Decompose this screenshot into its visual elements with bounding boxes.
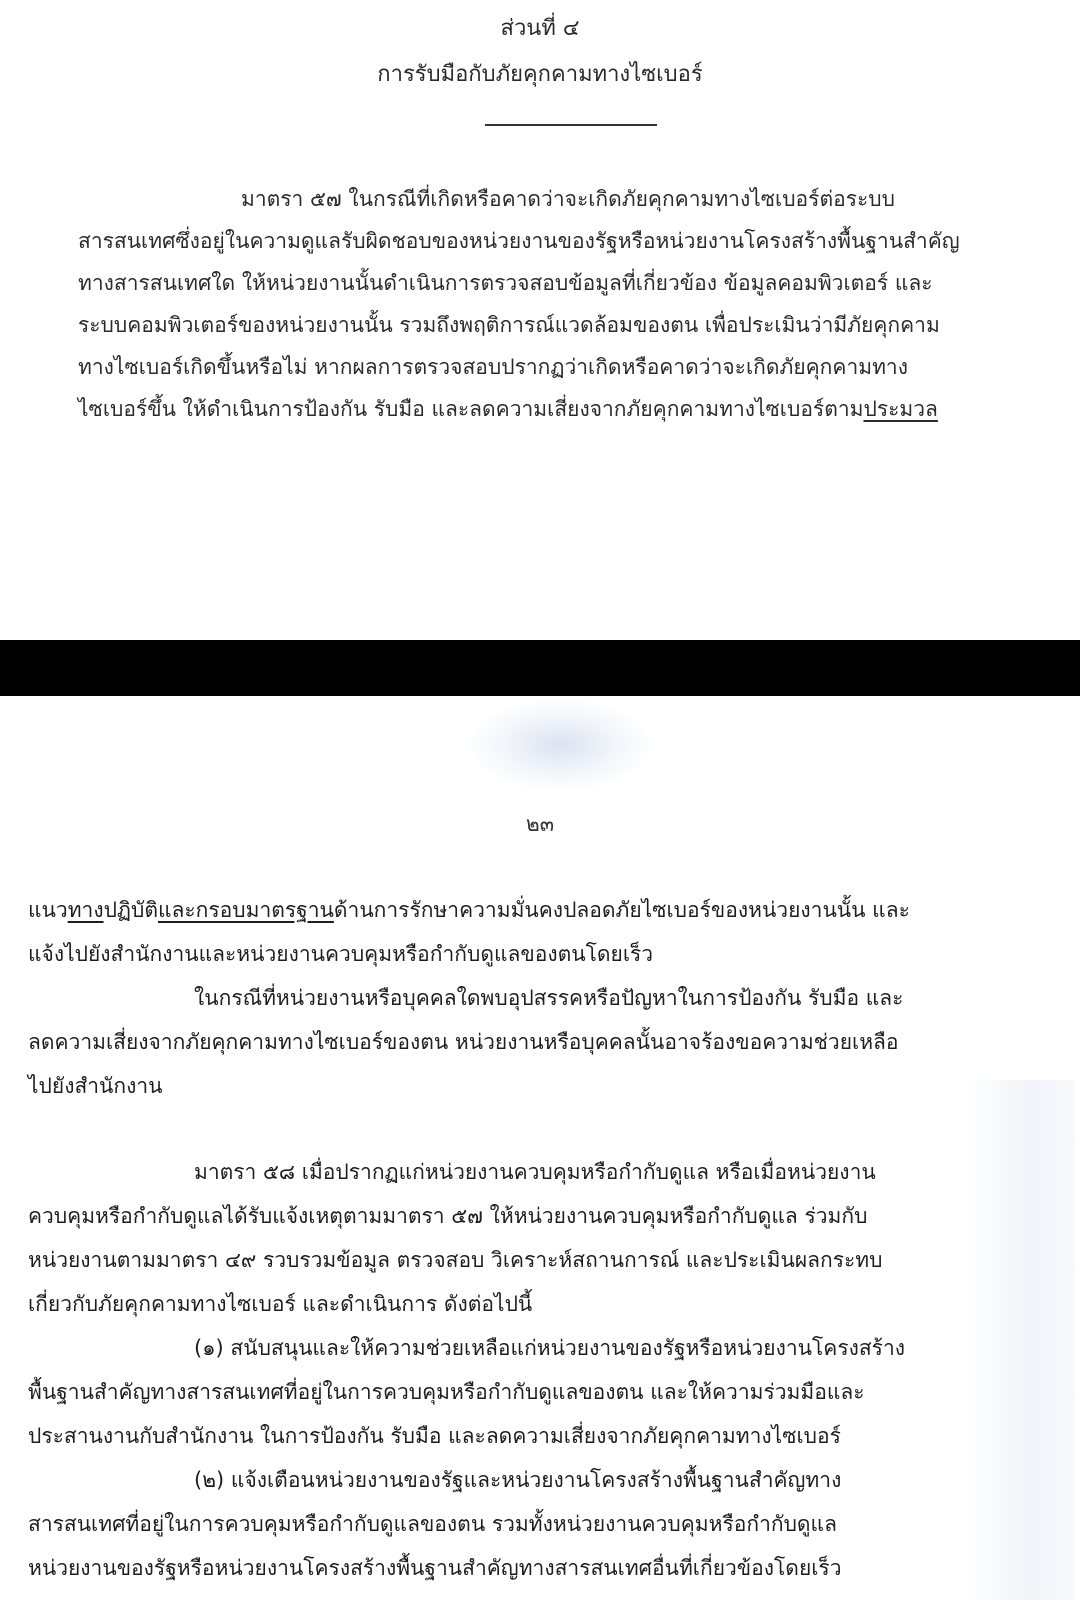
paragraph-line: ทางสารสนเทศใด ให้หน่วยงานนั้นดำเนินการตรวจสอบข้อมูลที่เกี่ยวข้อง ข้อมูลคอมพิวเตอร์ และ [78, 271, 933, 295]
section-title: การรับมือกับภัยคุกคามทางไซเบอร์ [377, 62, 703, 87]
line-text: ด้านการรักษาความมั่นคงปลอดภัยไซเบอร์ของหน่วยงานนั้น และ [333, 898, 910, 922]
paragraph-line: ควบคุมหรือกำกับดูแลได้รับแจ้งเหตุตามมาตรา ๕๗ ให้หน่วยงานควบคุมหรือกำกับดูแล ร่วมกับ [28, 1204, 868, 1228]
assistance-paragraph [28, 976, 1058, 1108]
continuation-paragraph [28, 888, 1058, 976]
paragraph-line [28, 888, 1058, 932]
paragraph-line: ระบบคอมพิวเตอร์ของหน่วยงานนั้น รวมถึงพฤติการณ์แวดล้อมของตน เพื่อประเมินว่ามีภัยคุกคาม [78, 313, 940, 337]
document-page-top [0, 0, 1080, 640]
title-divider [485, 124, 657, 126]
paragraph-line: หน่วยงานตามมาตรา ๔๙ รวบรวมข้อมูล ตรวจสอบ วิเคราะห์สถานการณ์ และประเมินผลกระทบ [28, 1248, 883, 1272]
section-number: ส่วนที่ ๔ [500, 16, 580, 41]
list-item-2-line: (๒) แจ้งเตือนหน่วยงานของรัฐและหน่วยงานโครงสร้างพื้นฐานสำคัญทาง [194, 1468, 842, 1492]
paragraph-line: มาตรา ๕๘ เมื่อปรากฏแก่หน่วยงานควบคุมหรือกำกับดูแล หรือเมื่อหน่วยงาน [194, 1160, 876, 1184]
paragraph-line: สารสนเทศซึ่งอยู่ในความดูแลรับผิดชอบของหน่วยงานของรัฐหรือหน่วยงานโครงสร้างพื้นฐานสำคัญ [78, 229, 960, 253]
underlined-text: ประมวล [863, 397, 938, 421]
line-text: ไซเบอร์ขึ้น ให้ดำเนินการป้องกัน รับมือ และลดความเสี่ยงจากภัยคุกคามทางไซเบอร์ตาม [78, 397, 864, 421]
list-item-2-line: หน่วยงานของรัฐหรือหน่วยงานโครงสร้างพื้นฐานสำคัญทางสารสนเทศอื่นที่เกี่ยวข้องโดยเร็ว [28, 1556, 842, 1580]
paragraph-line: ในกรณีที่หน่วยงานหรือบุคคลใดพบอุปสรรคหรือปัญหาในการป้องกัน รับมือ และ [194, 986, 904, 1010]
line-text: ปฏิบัติ [103, 898, 158, 922]
seal-bleed-mark [470, 700, 650, 790]
section-57-paragraph [78, 178, 1063, 430]
paragraph-line: แจ้งไปยังสำนักงานและหน่วยงานควบคุมหรือกำกับดูแลของตนโดยเร็ว [28, 942, 654, 966]
list-item-1-line: (๑) สนับสนุนและให้ความช่วยเหลือแก่หน่วยงานของรัฐหรือหน่วยงานโครงสร้าง [194, 1336, 905, 1360]
section-58-paragraph [28, 1150, 1058, 1590]
page-number: ๒๓ [525, 812, 555, 836]
paragraph-line: ทางไซเบอร์เกิดขึ้นหรือไม่ หากผลการตรวจสอบปรากฏว่าเกิดหรือคาดว่าจะเกิดภัยคุกคามทาง [78, 355, 908, 379]
paragraph-line: เกี่ยวกับภัยคุกคามทางไซเบอร์ และดำเนินการ ดังต่อไปนี้ [28, 1292, 533, 1316]
underlined-text: ทาง [67, 898, 104, 922]
paragraph-line: ลดความเสี่ยงจากภัยคุกคามทางไซเบอร์ของตน หน่วยงานหรือบุคคลนั้นอาจร้องขอความช่วยเหลือ [28, 1030, 899, 1054]
underlined-text: และกรอบมาตรฐาน [157, 898, 334, 922]
line-text: แนว [28, 898, 68, 922]
paragraph-line [78, 388, 1063, 430]
page-separator-band [0, 640, 1080, 696]
list-item-1-line: พื้นฐานสำคัญทางสารสนเทศที่อยู่ในการควบคุมหรือกำกับดูแลของตน และให้ความร่วมมือและ [28, 1380, 865, 1404]
paragraph-line: มาตรา ๕๗ ในกรณีที่เกิดหรือคาดว่าจะเกิดภัยคุกคามทางไซเบอร์ต่อระบบ [241, 187, 895, 211]
paragraph-line: ไปยังสำนักงาน [28, 1074, 163, 1098]
list-item-1-line: ประสานงานกับสำนักงาน ในการป้องกัน รับมือ และลดความเสี่ยงจากภัยคุกคามทางไซเบอร์ [28, 1424, 841, 1448]
list-item-2-line: สารสนเทศที่อยู่ในการควบคุมหรือกำกับดูแลของตน รวมทั้งหน่วยงานควบคุมหรือกำกับดูแล [28, 1512, 837, 1536]
